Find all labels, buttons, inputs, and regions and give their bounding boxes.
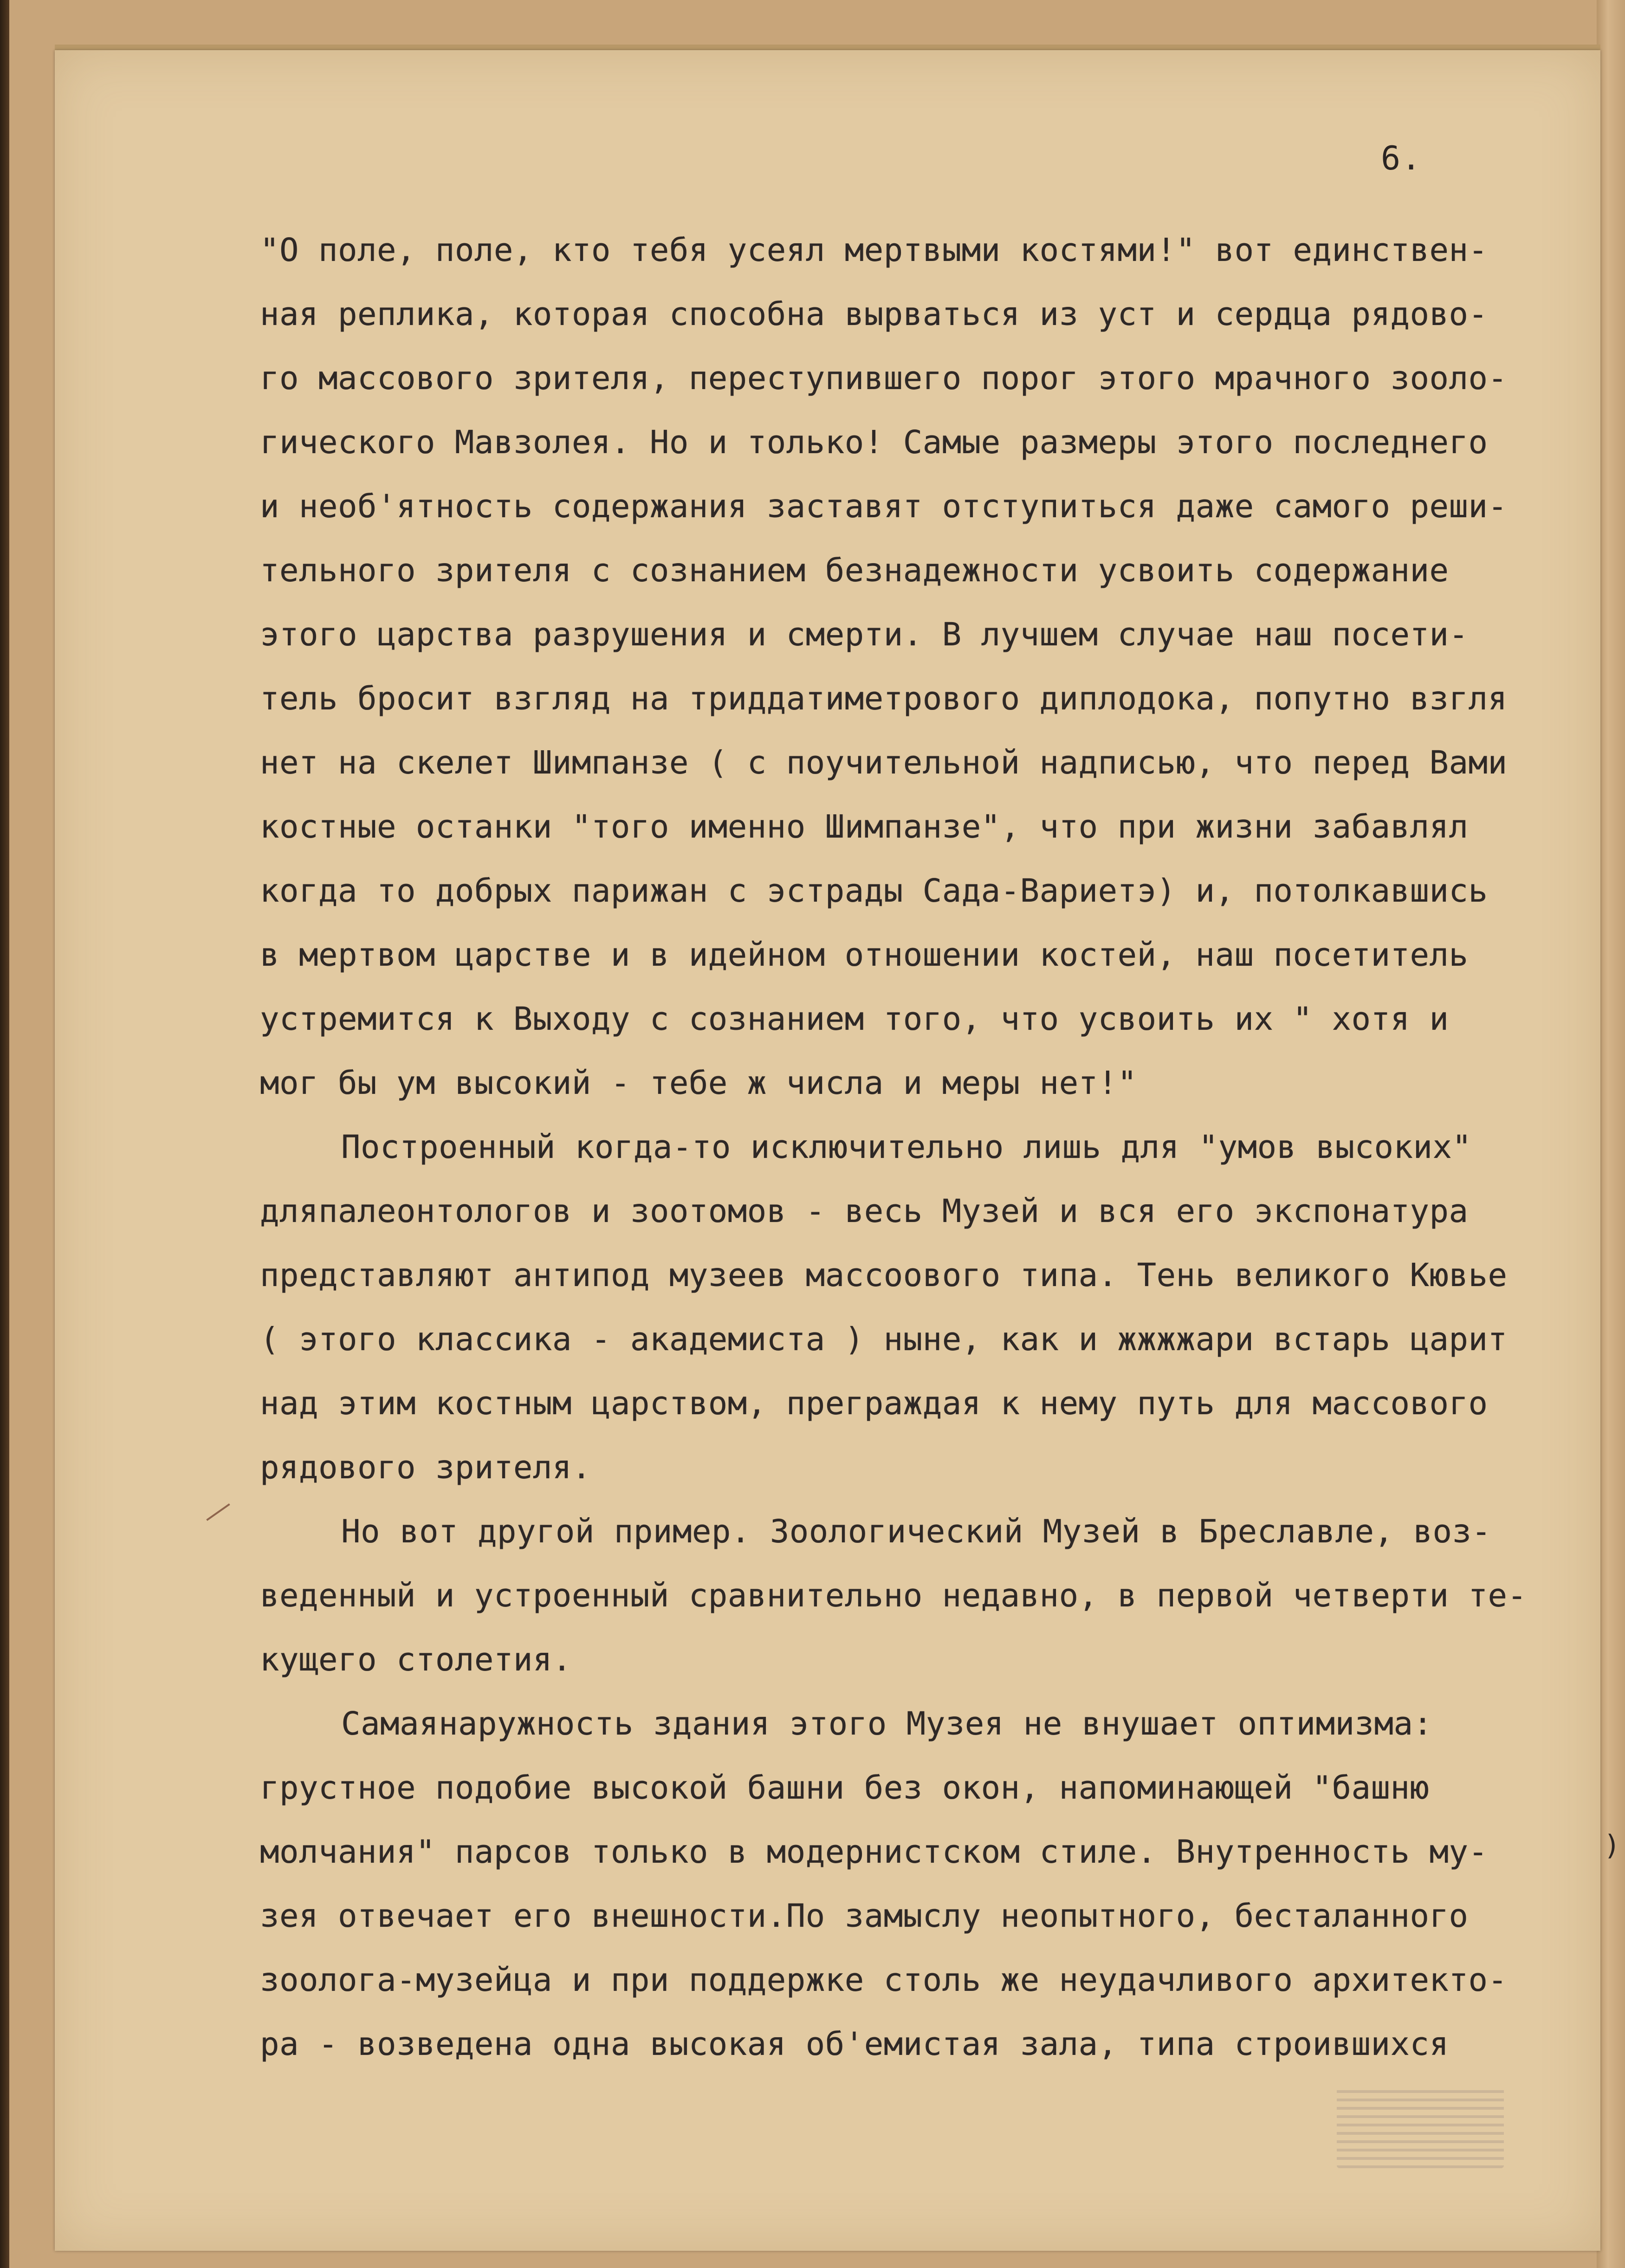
text-line: костные останки "того именно Шимпанзе", что при жизни забавлял	[260, 808, 1469, 845]
text-line: кущего столетия.	[260, 1641, 572, 1678]
text-line: "О поле, поле, кто тебя усеял мертвыми костями!" вот единствен-	[260, 232, 1488, 269]
text-line: устремится к Выходу с сознанием того, что усвоить их " хотя и	[260, 1001, 1449, 1038]
text-line: веденный и устроенный сравнительно недавно, в первой четверти те-	[260, 1577, 1527, 1614]
text-line: грустное подобие высокой башни без окон, напоминающей "башню	[260, 1769, 1430, 1807]
text-line: тельного зрителя с сознанием безнадежности усвоить содержание	[260, 552, 1449, 589]
text-line: и необ'ятность содержания заставят отступиться даже самого реши-	[260, 488, 1508, 525]
text-line: дляпалеонтологов и зоотомов - весь Музей и вся его экспонатура	[260, 1193, 1469, 1230]
text-line: ная реплика, которая способна вырваться из уст и сердца рядово-	[260, 296, 1488, 333]
text-line: рядового зрителя.	[260, 1449, 591, 1486]
page-number: 6.	[1381, 139, 1422, 177]
text-line: го массового зрителя, переступившего порог этого мрачного зооло-	[260, 360, 1508, 397]
text-line: Самаянаружность здания этого Музея не внушает оптимизма:	[341, 1705, 1433, 1742]
text-line: зоолога-музейца и при поддержке столь же неудачливого архитекто-	[260, 1962, 1508, 1999]
text-line: тель бросит взгляд на триддатиметрового диплодока, попутно взгля	[260, 680, 1508, 717]
text-line: когда то добрых парижан с эстрады Сада-Вариетэ) и, потолкавшись	[260, 872, 1488, 910]
text-line: в мертвом царстве и в идейном отношении костей, наш посетитель	[260, 936, 1469, 974]
text-line: нет на скелет Шимпанзе ( с поучительной надписью, что перед Вами	[260, 744, 1508, 781]
text-line: Построенный когда-то исключительно лишь для "умов высоких"	[341, 1129, 1472, 1166]
text-line: молчания" парсов только в модернистском стиле. Внутренность му-	[260, 1833, 1488, 1871]
text-line: над этим костным царством, преграждая к нему путь для массового	[260, 1385, 1488, 1422]
faded-stamp	[1337, 2085, 1504, 2168]
text-line: гического Мавзолея. Но и только! Самые размеры этого последнего	[260, 424, 1488, 461]
edge-mark: )	[1604, 1829, 1621, 1862]
text-line: ( этого классика - академиста ) ныне, как и жжжжари встарь царит	[260, 1321, 1508, 1358]
text-line: Но вот другой пример. Зоологический Музей в Бреславле, воз-	[341, 1513, 1491, 1550]
text-line: ра - возведена одна высокая об'емистая зала, типа строившихся	[260, 2026, 1449, 2063]
text-line: мог бы ум высокий - тебе ж числа и меры нет!"	[260, 1065, 1137, 1102]
text-line: представляют антипод музеев массоового типа. Тень великого Кювье	[260, 1257, 1508, 1294]
text-line: этого царства разрушения и смерти. В лучшем случае наш посети-	[260, 616, 1469, 653]
text-line: зея отвечает его внешности.По замыслу неопытного, бесталанного	[260, 1898, 1469, 1935]
